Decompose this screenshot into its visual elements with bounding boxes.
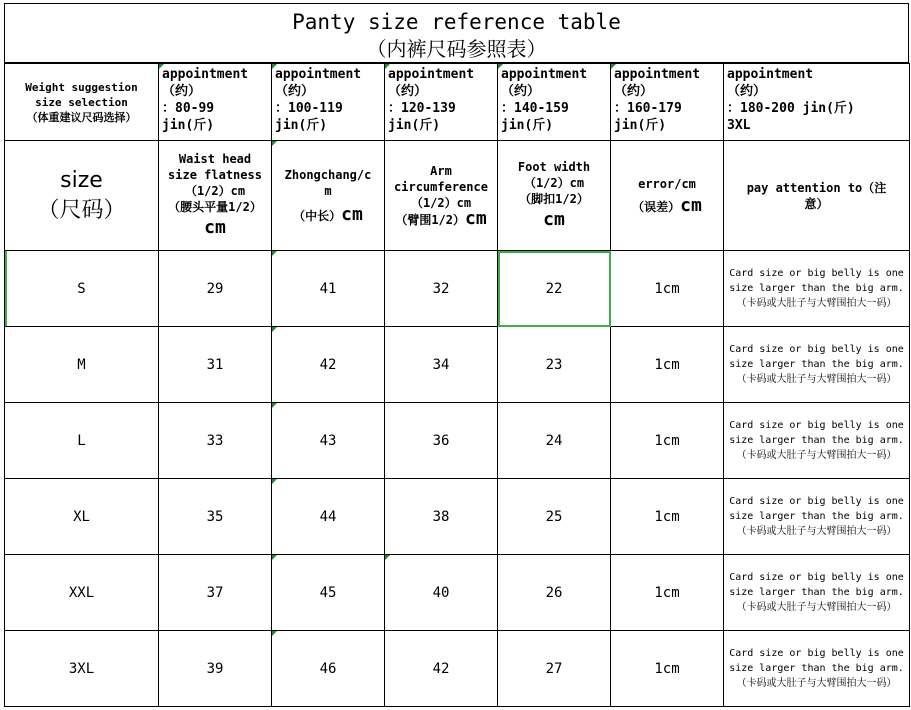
length-cell[interactable]: 41	[272, 251, 385, 327]
size-label-zh: （尺码）	[37, 197, 126, 223]
appt-line: （约）	[614, 84, 654, 99]
size-cell[interactable]: XL	[5, 479, 159, 555]
appointment-180-200[interactable]	[724, 64, 910, 141]
length-header[interactable]	[272, 141, 385, 251]
appt-line: ：100-119	[275, 101, 343, 116]
foot-header[interactable]	[498, 141, 611, 251]
table-row	[5, 251, 910, 327]
note-cell[interactable]	[724, 555, 910, 631]
length-cell[interactable]: 42	[272, 327, 385, 403]
foot-cell[interactable]: 26	[498, 555, 611, 631]
appt-line: （约）	[162, 84, 202, 99]
table-title[interactable]	[4, 3, 909, 63]
appt-line: appointment	[614, 67, 701, 82]
header-line-with-unit	[275, 204, 381, 225]
table-row	[5, 403, 910, 479]
header-line: Arm	[430, 164, 452, 178]
waist-cell[interactable]: 33	[159, 403, 272, 479]
unit-label: cm	[204, 216, 226, 238]
size-label-en: size	[60, 167, 103, 193]
appt-line: ：160-179	[614, 101, 682, 116]
length-cell[interactable]: 46	[272, 631, 385, 707]
header-line: （脚扣1/2）	[519, 191, 589, 206]
size-cell[interactable]: M	[5, 327, 159, 403]
note-en: Card size or big belly is one size larger than the big arm.	[729, 268, 904, 294]
error-cell[interactable]: 1cm	[611, 251, 724, 327]
note-en: Card size or big belly is one size larger than the big arm.	[729, 572, 904, 598]
table-row	[5, 479, 910, 555]
header-line: （1/2）cm	[523, 175, 585, 190]
appt-line: （约）	[727, 84, 767, 99]
header-line: error/cm	[638, 177, 696, 191]
foot-cell[interactable]: 24	[498, 403, 611, 479]
appt-line: ：180-200 jin(斤)	[727, 101, 855, 116]
header-line: Zhongchang/c	[284, 168, 372, 182]
arm-cell[interactable]: 42	[385, 631, 498, 707]
size-cell[interactable]: 3XL	[5, 631, 159, 707]
note-zh: （卡码或大肚子与大臂围拍大一码）	[736, 602, 897, 613]
unit-label: cm	[680, 195, 702, 216]
error-cell[interactable]: 1cm	[611, 479, 724, 555]
header-line: （误差）	[632, 200, 681, 214]
length-cell[interactable]: 43	[272, 403, 385, 479]
appt-line: ：120-139	[388, 101, 456, 116]
appt-line: appointment	[727, 67, 814, 82]
header-line: （腰头平量1/2）	[168, 199, 262, 214]
header-line: （臂围1/2）	[395, 213, 465, 227]
appt-line: ：80-99	[162, 101, 215, 116]
weight-label-line3: （体重建议尺码选择）	[26, 110, 137, 124]
note-cell[interactable]	[724, 479, 910, 555]
header-line: 意）	[804, 196, 829, 211]
unit-label: cm	[465, 208, 487, 229]
note-cell[interactable]	[724, 631, 910, 707]
size-cell[interactable]: XXL	[5, 555, 159, 631]
error-header[interactable]	[611, 141, 724, 251]
table-row	[5, 327, 910, 403]
note-cell[interactable]	[724, 327, 910, 403]
waist-cell[interactable]: 35	[159, 479, 272, 555]
foot-cell[interactable]: 25	[498, 479, 611, 555]
appt-line: appointment	[388, 67, 475, 82]
note-cell[interactable]	[724, 403, 910, 479]
size-header[interactable]	[5, 141, 159, 251]
waist-cell[interactable]: 29	[159, 251, 272, 327]
size-table	[4, 63, 910, 707]
arm-cell[interactable]: 34	[385, 327, 498, 403]
measurement-header-row	[5, 141, 910, 251]
weight-header-row	[5, 64, 910, 141]
header-line: pay attention to（注	[746, 180, 887, 195]
header-line-with-unit	[388, 208, 494, 229]
appt-line: jin(斤)	[501, 118, 554, 133]
arm-cell[interactable]: 36	[385, 403, 498, 479]
length-cell[interactable]: 44	[272, 479, 385, 555]
error-cell[interactable]: 1cm	[611, 403, 724, 479]
note-en: Card size or big belly is one size larger than the big arm.	[729, 496, 904, 522]
appt-line: jin(斤)	[388, 118, 441, 133]
note-zh: （卡码或大肚子与大臂围拍大一码）	[736, 298, 897, 309]
appt-line: appointment	[162, 67, 249, 82]
appointment-100-119[interactable]	[272, 64, 385, 141]
arm-cell[interactable]: 40	[385, 555, 498, 631]
note-en: Card size or big belly is one size larger than the big arm.	[729, 648, 904, 674]
foot-cell[interactable]: 23	[498, 327, 611, 403]
header-line: m	[324, 184, 332, 198]
appt-line: jin(斤)	[275, 118, 328, 133]
unit-label: cm	[543, 208, 565, 230]
foot-cell-selected[interactable]: 22	[498, 251, 611, 327]
header-line: size flatness	[168, 167, 262, 182]
weight-label-line1: Weight suggestion	[25, 80, 138, 94]
header-line-with-unit	[614, 195, 720, 216]
note-zh: （卡码或大肚子与大臂围拍大一码）	[736, 374, 897, 385]
note-zh: （卡码或大肚子与大臂围拍大一码）	[736, 450, 897, 461]
title-chinese: （内裤尺码参照表）	[366, 37, 547, 61]
arm-cell[interactable]: 32	[385, 251, 498, 327]
header-line: （中长）	[293, 209, 342, 223]
weight-suggestion-header[interactable]	[5, 64, 159, 141]
table-row	[5, 555, 910, 631]
error-cell[interactable]: 1cm	[611, 555, 724, 631]
appt-line: appointment	[275, 67, 362, 82]
appt-line: jin(斤)	[614, 118, 667, 133]
note-cell[interactable]	[724, 251, 910, 327]
waist-cell[interactable]: 39	[159, 631, 272, 707]
waist-cell[interactable]: 37	[159, 555, 272, 631]
header-line: Foot width	[517, 159, 591, 174]
note-en: Card size or big belly is one size larger than the big arm.	[729, 344, 904, 370]
title-english: Panty size reference table	[292, 10, 621, 34]
note-zh: （卡码或大肚子与大臂围拍大一码）	[736, 526, 897, 537]
header-line: Waist head	[178, 151, 252, 166]
header-line: （1/2）cm	[184, 183, 246, 198]
error-cell[interactable]: 1cm	[611, 327, 724, 403]
appt-line: 3XL	[727, 118, 751, 133]
appointment-140-159[interactable]	[498, 64, 611, 141]
header-line: circumference	[394, 180, 488, 194]
size-cell[interactable]: L	[5, 403, 159, 479]
waist-header[interactable]	[159, 141, 272, 251]
appt-line: jin(斤)	[162, 118, 215, 133]
error-cell[interactable]: 1cm	[611, 631, 724, 707]
unit-label: cm	[341, 204, 363, 225]
appt-line: （约）	[388, 84, 428, 99]
arm-header[interactable]	[385, 141, 498, 251]
header-line: （1/2）cm	[410, 196, 472, 210]
appointment-120-139[interactable]	[385, 64, 498, 141]
length-cell[interactable]: 45	[272, 555, 385, 631]
note-en: Card size or big belly is one size larger than the big arm.	[729, 420, 904, 446]
appointment-160-179[interactable]	[611, 64, 724, 141]
weight-label-line2: size selection	[35, 95, 128, 109]
waist-cell[interactable]: 31	[159, 327, 272, 403]
arm-cell[interactable]: 38	[385, 479, 498, 555]
appt-line: ：140-159	[501, 101, 569, 116]
attention-header[interactable]	[724, 141, 910, 251]
appointment-80-99[interactable]	[159, 64, 272, 141]
appt-line: （约）	[501, 84, 541, 99]
size-cell[interactable]: S	[5, 251, 159, 327]
appt-line: appointment	[501, 67, 588, 82]
foot-cell[interactable]: 27	[498, 631, 611, 707]
note-zh: （卡码或大肚子与大臂围拍大一码）	[736, 678, 897, 689]
table-row	[5, 631, 910, 707]
appt-line: （约）	[275, 84, 315, 99]
